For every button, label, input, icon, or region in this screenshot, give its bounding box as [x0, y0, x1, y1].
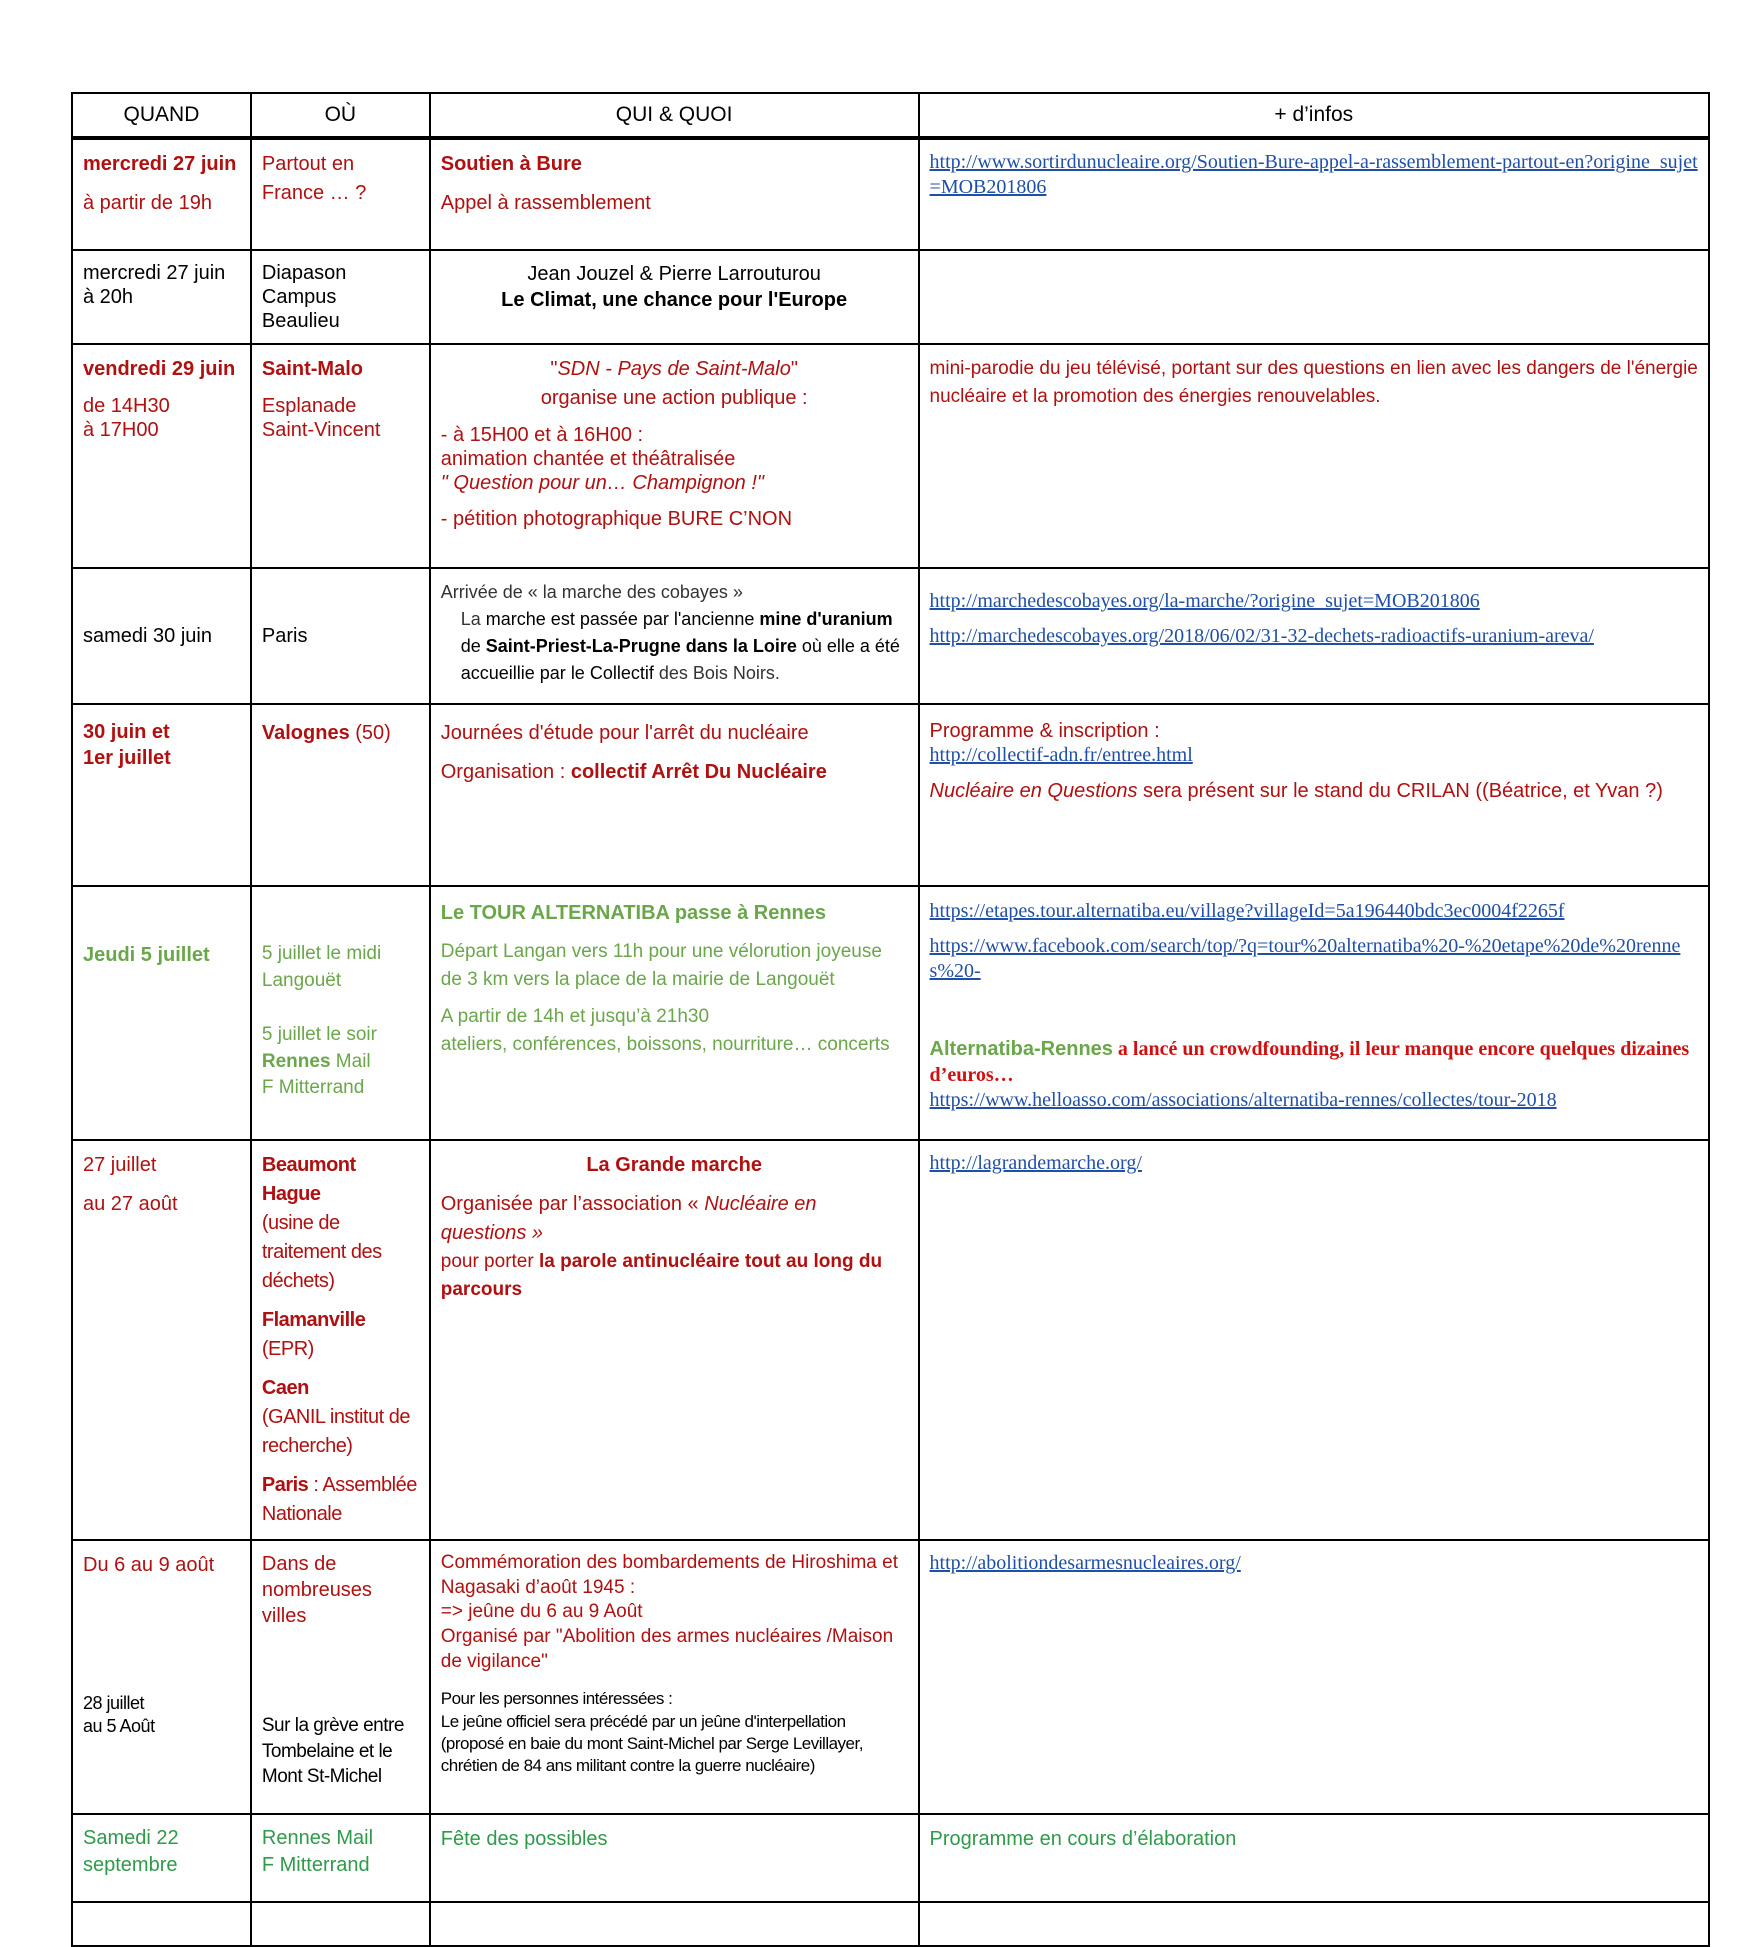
where-place-detail: Saint-Vincent	[261, 419, 381, 441]
event-petition: - pétition photographique BURE C’NON	[440, 508, 793, 530]
empty-cell	[430, 1902, 919, 1946]
when-date: samedi 30 juin	[83, 624, 212, 647]
where-2: Flamanville (EPR)	[261, 1309, 366, 1360]
empty-cell	[72, 1902, 251, 1946]
event-note-title: Pour les personnes intéressées :	[440, 1689, 673, 1709]
event-row-valognes	[72, 704, 1709, 886]
event-row-alternatiba	[72, 886, 1709, 1140]
event-activity: animation chantée et théâtralisée	[440, 448, 736, 470]
where-cell	[251, 1814, 430, 1902]
what-cell	[430, 138, 919, 250]
event-row-saint-malo	[72, 344, 1709, 568]
when-date: Samedi 22 septembre	[83, 1827, 179, 1876]
where-cell	[251, 886, 430, 1140]
event-title: Commémoration des bombardements de Hiroshima et Nagasaki d’août 1945 :	[440, 1552, 899, 1598]
info-cell	[919, 704, 1709, 886]
what-cell	[430, 344, 919, 568]
where-evening-place-2: F Mitterrand	[261, 1077, 365, 1099]
info-cell	[919, 886, 1709, 1140]
when-cell	[72, 1814, 251, 1902]
info-note: Nucléaire en Questions sera présent sur le stand du CRILAN ((Béatrice, et Yvan ?)	[929, 780, 1663, 802]
header-infos: + d’infos	[919, 93, 1709, 138]
event-row-fete-possibles	[72, 1814, 1709, 1902]
event-title: Le TOUR ALTERNATIBA passe à Rennes	[440, 902, 827, 924]
event-activities: ateliers, conférences, boissons, nourriture… concerts	[440, 1033, 890, 1055]
where-place-2: F Mitterrand	[261, 1854, 370, 1876]
quote-open: "	[550, 358, 558, 380]
when-cell	[72, 1140, 251, 1540]
where-place: Rennes Mail	[261, 1827, 374, 1849]
where-1-name: Beaumont Hague	[261, 1154, 356, 1205]
event-desc-1: La marche est passée par l'ancienne mine d'uranium	[460, 609, 893, 629]
event-fast: => jeûne du 6 au 9 Août	[440, 1601, 643, 1623]
where-evening-place: Rennes Mail	[261, 1050, 371, 1072]
quote-close: "	[790, 358, 798, 380]
where-4: Paris : Assemblée Nationale	[261, 1474, 417, 1525]
where-fast: Sur la grève entre Tombelaine et le Mont St-Michel	[261, 1715, 404, 1788]
when-date-end: 1er juillet	[83, 747, 171, 769]
what-cell	[430, 568, 919, 704]
event-organizer: Organisé par "Abolition des armes nucléaires /Maison de vigilance"	[440, 1626, 894, 1672]
header-ou: OÙ	[251, 93, 430, 138]
event-row-grande-marche	[72, 1140, 1709, 1540]
info-text: Programme en cours d’élaboration	[929, 1828, 1237, 1850]
event-desc-2: de Saint-Priest-La-Prugne dans la Loire où elle a été	[460, 636, 900, 656]
where-midday-place: Langouët	[261, 969, 342, 991]
what-cell	[430, 1140, 919, 1540]
when-cell	[72, 704, 251, 886]
info-cell	[919, 568, 1709, 704]
event-organizer: Organisation : collectif Arrêt Du Nucléaire	[440, 761, 827, 783]
info-link[interactable]: http://lagrandemarche.org/	[929, 1152, 1142, 1174]
info-link[interactable]: http://collectif-adn.fr/entree.html	[929, 744, 1193, 766]
where-cell: Partout en France … ?	[251, 138, 430, 250]
event-row-cobayes	[72, 568, 1709, 704]
header-row	[72, 93, 1709, 138]
when-date-start: 30 juin et	[83, 721, 170, 743]
event-desc-3: accueillie par le Collectif des Bois Noirs.	[460, 663, 780, 683]
where-cell	[251, 1140, 430, 1540]
header-qui-quoi: QUI & QUOI	[430, 93, 919, 138]
when-time: à 20h	[83, 286, 134, 308]
when-fast-end: au 5 Août	[83, 1716, 155, 1737]
when-date-start: 27 juillet	[83, 1154, 157, 1176]
info-link-1[interactable]: https://etapes.tour.alternatiba.eu/village?villageId=5a196440bdc3ec0004f2265f	[929, 900, 1565, 922]
when-cell	[72, 344, 251, 568]
where-cell	[251, 568, 430, 704]
when-cell	[72, 886, 251, 1140]
info-cell	[919, 1814, 1709, 1902]
event-departure: Départ Langan vers 11h pour une vélorution joyeuse de 3 km vers la place de la mairie de Langouët	[440, 941, 882, 990]
event-row-hiroshima	[72, 1540, 1709, 1814]
event-title: Arrivée de « la marche des cobayes »	[440, 582, 743, 602]
info-link-2[interactable]: http://marchedescobayes.org/2018/06/02/31-32-dechets-radioactifs-uranium-areva/	[929, 625, 1594, 647]
when-date: mercredi 27 juin	[83, 153, 237, 175]
organizer-name: SDN - Pays de Saint-Malo	[557, 358, 791, 380]
where-dept: (50)	[349, 722, 391, 744]
info-cell	[919, 1540, 1709, 1814]
what-cell	[430, 250, 919, 344]
event-afternoon: A partir de 14h et jusqu’à 21h30	[440, 1006, 710, 1028]
where-1-detail: (usine de traitement des déchets)	[261, 1212, 382, 1292]
what-cell	[430, 886, 919, 1140]
when-date-end: au 27 août	[83, 1193, 178, 1215]
info-cell	[919, 344, 1709, 568]
info-link-2[interactable]: https://www.facebook.com/search/top/?q=tour%20alternatiba%20-%20etape%20de%20rennes%20-	[929, 935, 1681, 982]
event-purpose: pour porter la parole antinucléaire tout au long du parcours	[440, 1251, 883, 1300]
event-show-title: " Question pour un… Champignon !"	[440, 472, 765, 494]
event-schedule: - à 15H00 et à 16H00 :	[440, 424, 644, 446]
empty-cell	[251, 1902, 430, 1946]
event-title: La Grande marche	[586, 1154, 762, 1176]
event-organizer: Organisée par l’association « Nucléaire en questions »	[440, 1193, 817, 1244]
when-time-end: à 17H00	[83, 419, 159, 441]
when-time-start: de 14H30	[83, 395, 170, 417]
empty-cell	[919, 1902, 1709, 1946]
when-date: Du 6 au 9 août	[83, 1554, 215, 1576]
event-title: Le Climat, une chance pour l'Europe	[501, 289, 848, 311]
where-3-detail: (GANIL institut de recherche)	[261, 1406, 410, 1457]
where-place: Esplanade	[261, 395, 357, 417]
where-cell	[251, 250, 430, 344]
what-cell	[430, 1540, 919, 1814]
where-city: Valognes	[261, 722, 350, 744]
event-row-diapason	[72, 250, 1709, 344]
event-title: Soutien à Bure	[440, 153, 582, 175]
where-cell	[251, 1540, 430, 1814]
event-subtitle: Appel à rassemblement	[440, 192, 651, 214]
info-link[interactable]: http://www.sortirdunucleaire.org/Soutien-Bure-appel-a-rassemblement-partout-en?origine_sujet=MOB201806	[929, 151, 1698, 198]
where-3-name: Caen	[261, 1377, 309, 1399]
when-date: Jeudi 5 juillet	[83, 944, 210, 966]
event-speakers: Jean Jouzel & Pierre Larrouturou	[527, 263, 821, 285]
when-cell	[72, 1540, 251, 1814]
info-link[interactable]: http://abolitiondesarmesnucleaires.org/	[929, 1552, 1241, 1574]
header-quand: QUAND	[72, 93, 251, 138]
when-time: à partir de 19h	[83, 192, 212, 214]
where-place: Diapason	[261, 262, 347, 284]
info-crowdfunding: Alternatiba-Rennes a lancé un crowdfounding, il leur manque encore quelques dizaines d’euros…	[929, 1038, 1690, 1086]
event-note: Le jeûne officiel sera précédé par un jeûne d'interpellation (proposé en baie du mont Saint-Michel par Serge Levillayer, chrétien de 84 ans militant contre la guerre nucléaire)	[440, 1711, 863, 1775]
event-title: Journées d'étude pour l'arrêt du nucléaire	[440, 722, 809, 744]
event-organizer	[441, 355, 908, 384]
when-cell	[72, 138, 251, 250]
info-cell	[919, 250, 1709, 344]
when-fast-start: 28 juillet	[83, 1693, 145, 1713]
where-detail: Campus Beaulieu	[261, 286, 340, 332]
when-date: mercredi 27 juin	[83, 262, 226, 284]
where-cell	[251, 704, 430, 886]
info-link-1[interactable]: http://marchedescobayes.org/la-marche/?origine_sujet=MOB201806	[929, 590, 1480, 612]
info-cell	[919, 1140, 1709, 1540]
empty-row	[72, 1902, 1709, 1946]
what-cell	[430, 1814, 919, 1902]
info-cell	[919, 138, 1709, 250]
event-title: Fête des possibles	[440, 1828, 608, 1850]
when-cell	[72, 568, 251, 704]
info-text: mini-parodie du jeu télévisé, portant sur des questions en lien avec les dangers de l'énergie nucléaire et la promotion des énergies renouvelables.	[929, 358, 1698, 407]
when-date: vendredi 29 juin	[83, 358, 236, 380]
where-cities: Dans de nombreuses villes	[261, 1553, 372, 1627]
what-cell	[430, 704, 919, 886]
info-link-3[interactable]: https://www.helloasso.com/associations/alternatiba-rennes/collectes/tour-2018	[929, 1089, 1557, 1111]
where-evening: 5 juillet le soir	[261, 1024, 377, 1046]
event-row-bure	[72, 138, 1709, 250]
event-title: organise une action publique :	[540, 387, 808, 409]
where-city: Paris	[261, 624, 308, 647]
where-midday: 5 juillet le midi	[261, 943, 382, 964]
info-label: Programme & inscription :	[929, 720, 1160, 742]
agenda-table	[71, 92, 1710, 1947]
where-city: Saint-Malo	[261, 358, 363, 380]
where-cell	[251, 344, 430, 568]
when-cell	[72, 250, 251, 344]
